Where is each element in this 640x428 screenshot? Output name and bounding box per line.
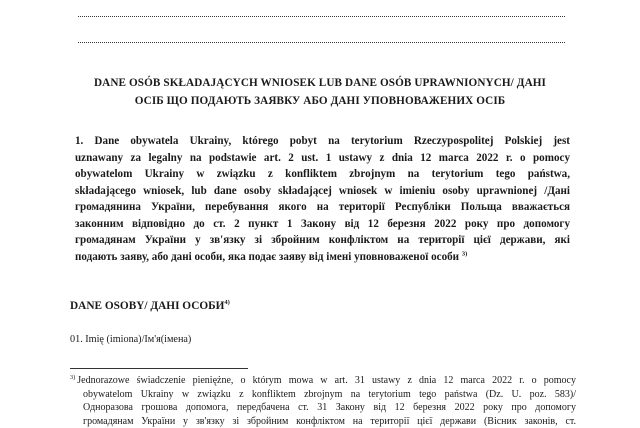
section-heading-line-1: DANE OSÓB SKŁADAJĄCYCH WNIOSEK LUB DANE OSÓB UPRAWNIONYCH/ ДАНІ (60, 74, 580, 92)
fill-in-line-top (78, 16, 565, 17)
person-data-title (70, 300, 230, 312)
applicant-data-paragraph (75, 133, 570, 265)
footnote-mark: 3) (70, 374, 75, 381)
footnote-reference: 3) (462, 250, 467, 257)
first-name-field-label: 01. Imię (imiona)/Ім'я(імена) (70, 334, 191, 345)
paragraph-line: громадянам України у зв'язку зі збройним конфліктом на території цієї держави, які (75, 232, 570, 249)
footnote-line: громадянам України у зв'язку зі збройним конфліктом на території цієї держави (Вісник законів, ст. (70, 415, 576, 428)
person-data-title-text: DANE OSOBY/ ДАНІ ОСОБИ (70, 300, 224, 312)
footnote-line: Одноразова грошова допомога, передбачена ст. 31 Закону від 12 березня 2022 року про допомогу (70, 401, 576, 415)
paragraph-line-last (75, 249, 570, 266)
fill-in-line-bottom (78, 42, 565, 43)
footnote-text: Jednorazowe świadczenie pieniężne, o którym mowa w art. 31 ustawy z dnia 12 marca 2022 r. o pomocy (77, 375, 576, 386)
paragraph-line-text: подають заяву, або дані особи, яка подає заяву від імені уповноваженої особи (75, 251, 459, 263)
footnote (70, 374, 576, 428)
section-heading-line-2: ОСІБ ЩО ПОДАЮТЬ ЗАЯВКУ АБО ДАНІ УПОВНОВАЖЕНИХ ОСІБ (60, 92, 580, 110)
footnote-line: obywatelom Ukrainy w związku z konfliktem zbrojnym na terytorium tego państwa (Dz. U. poz. 583)/ (70, 388, 576, 402)
paragraph-line: składającego wniosek, lub dane osoby składającej wniosek w imieniu osoby uprawnionej /Дані (75, 183, 570, 200)
paragraph-line: громадянина України, перебування якого на території Республіки Польща вважається (75, 199, 570, 216)
footnote-separator (70, 368, 248, 369)
paragraph-line: uznawany za legalny na podstawie art. 2 ust. 1 ustawy z dnia 12 marca 2022 r. o pomocy (75, 150, 570, 167)
footnote-line-1 (70, 374, 576, 388)
footnote-reference: 4) (224, 299, 229, 306)
paragraph-line: obywatelom Ukrainy w związku z konfliktem zbrojnym na terytorium tego państwa, (75, 166, 570, 183)
paragraph-line: законним відповідно до ст. 2 пункт 1 Закону від 12 березня 2022 року про допомогу (75, 216, 570, 233)
section-heading (60, 74, 580, 110)
paragraph-line: 1. Dane obywatela Ukrainy, którego pobyt na terytorium Rzeczypospolitej Polskiej jest (75, 133, 570, 150)
